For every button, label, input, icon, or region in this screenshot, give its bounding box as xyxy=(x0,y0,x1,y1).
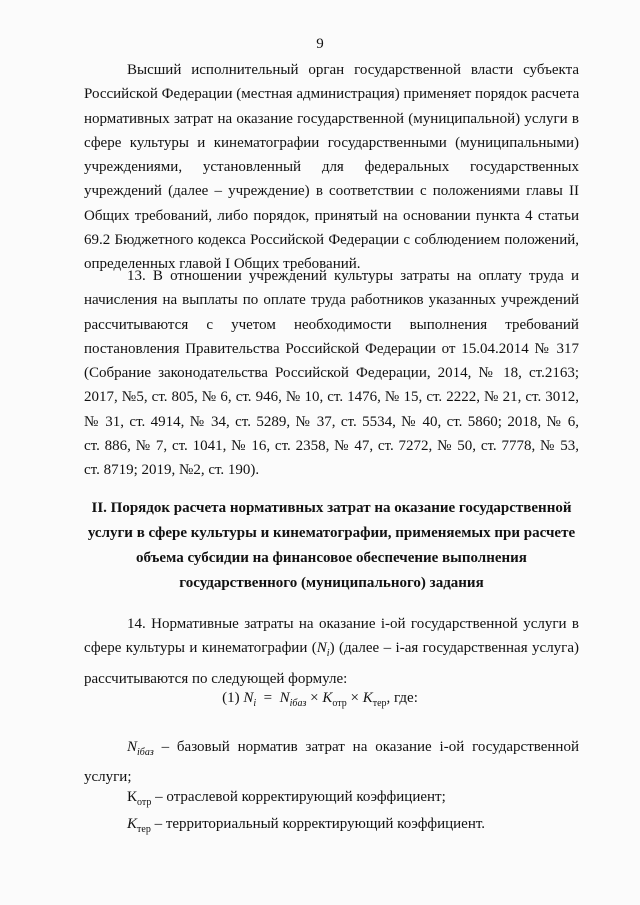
formula xyxy=(0,690,640,709)
formula-symbol: N xyxy=(243,690,254,706)
formula-symbol: N xyxy=(279,690,290,706)
formula-symbol: K xyxy=(322,690,333,706)
word: требований xyxy=(505,316,579,333)
text-fragment: сфере культуры и кинематографии ( xyxy=(84,640,317,657)
formula-subscript: iбаз xyxy=(289,698,307,709)
symbol-subscript: тер xyxy=(137,824,151,835)
symbol: K xyxy=(127,816,138,832)
text-line: 14. Нормативные затраты на оказание i-ой государственной услуги в xyxy=(127,616,579,632)
formula-subscript: i xyxy=(253,698,257,709)
formula-tail: , где: xyxy=(386,690,418,706)
symbol: N xyxy=(127,739,138,755)
text-fragment: ) (далее – i-ая государственная услуга) xyxy=(329,640,579,657)
formula-subscript: отр xyxy=(332,698,347,709)
formula-equals: = xyxy=(263,690,273,706)
text-line: учреждений (далее – учреждение) в соответствии с положениями главы II xyxy=(84,183,579,200)
word: необходимости xyxy=(293,316,392,333)
symbol-subscript: iбаз xyxy=(137,747,154,758)
formula-times: × xyxy=(310,690,319,706)
text-line: ст. 886, № 7, ст. 1041, № 16, ст. 2358, № 47, ст. 7272, № 50, ст. 7778, № 53, xyxy=(84,438,579,455)
word: с xyxy=(206,316,213,333)
definition-branch xyxy=(84,785,579,815)
text-line: (Собрание законодательства Российской Федерации, 2014, № 18, ст.2163; xyxy=(84,365,579,382)
text-line: Высший исполнительный орган государственной власти субъекта xyxy=(127,62,579,78)
definition-territory xyxy=(84,812,579,842)
text-line: ст. 8719; 2019, №2, ст. 190). xyxy=(84,462,260,479)
formula-times: × xyxy=(350,690,359,706)
text-line: Общих требований, либо порядок, принятый на основании пункта 4 статьи xyxy=(84,207,579,224)
word: учетом xyxy=(231,316,276,333)
paragraph-administration xyxy=(84,58,579,277)
text-line: 2017, №5, ст. 805, № 6, ст. 946, № 10, ст. 1476, № 15, ст. 2222, № 21, ст. 3012, xyxy=(84,389,579,406)
text-line: начисления на выплаты по оплате труда работников указанных учреждений xyxy=(84,292,579,309)
formula-symbol: K xyxy=(362,690,373,706)
text-line xyxy=(84,812,579,842)
text-line: сфере культуры и кинематографии государственными (муниципальными) xyxy=(84,134,579,151)
word: учреждениями, xyxy=(84,159,183,176)
heading-line: государственного (муниципального) задания xyxy=(179,575,484,591)
text-line: № 31, ст. 4914, № 34, ст. 5289, № 37, ст. 5534, № 40, ст. 5860; 2018, № 6, xyxy=(84,413,579,430)
page-number: 9 xyxy=(316,36,324,52)
definition-base xyxy=(84,735,579,790)
word: для xyxy=(321,159,344,176)
symbol-subscript: i xyxy=(326,648,330,660)
symbol: К xyxy=(127,789,138,805)
text-line xyxy=(84,155,579,179)
text-fragment: – территориальный корректирующий коэффициент. xyxy=(150,816,486,832)
section-heading xyxy=(84,496,579,596)
heading-line: II. Порядок расчета нормативных затрат на оказание государственной xyxy=(91,500,572,516)
heading-line: услуги в сфере культуры и кинематографии, применяемых при расчете xyxy=(87,525,576,541)
text-line: 13. В отношении учреждений культуры затраты на оплату труда и xyxy=(127,268,579,284)
text-line: рассчитываются по следующей формуле: xyxy=(84,670,348,687)
text-line: услуги; xyxy=(84,769,132,786)
formula-label: (1) xyxy=(222,690,240,706)
text-fragment: – отраслевой корректирующий коэффициент; xyxy=(151,789,446,805)
text-line xyxy=(84,735,579,765)
text-line xyxy=(84,636,579,666)
symbol: N xyxy=(316,640,327,657)
text-line: 69.2 Бюджетного кодекса Российской Федерации с соблюдением положений, xyxy=(84,232,579,249)
text-line xyxy=(84,785,579,815)
word: выполнения xyxy=(409,316,488,333)
symbol-subscript: отр xyxy=(137,797,152,808)
word: государственных xyxy=(469,159,579,176)
text-line xyxy=(84,313,579,337)
word: рассчитываются xyxy=(84,316,189,333)
paragraph-14 xyxy=(84,612,579,691)
formula-subscript: тер xyxy=(372,698,387,709)
text-fragment: – базовый норматив затрат на оказание i-ой государственной xyxy=(153,739,579,755)
text-line: Российской Федерации (местная администрация) применяет порядок расчета xyxy=(84,86,580,103)
word: федеральных xyxy=(364,159,450,176)
paragraph-13 xyxy=(84,264,579,483)
text-line: определенных главой I Общих требований. xyxy=(84,256,361,273)
text-line: постановления Правительства Российской Федерации от 15.04.2014 № 317 xyxy=(84,340,579,357)
word: установленный xyxy=(202,159,302,176)
text-line: нормативных затрат на оказание государственной (муниципальной) услуги в xyxy=(84,110,579,127)
heading-line: объема субсидии на финансовое обеспечение выполнения xyxy=(136,550,527,566)
